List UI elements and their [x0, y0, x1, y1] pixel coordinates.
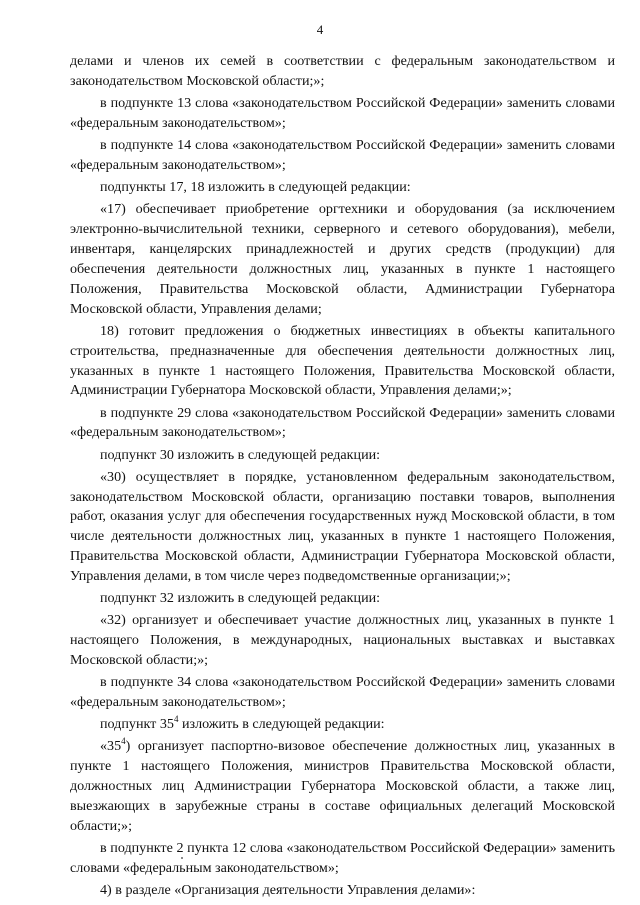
subpoint-ref: подпункт 35 [100, 716, 174, 733]
paragraph-5: «17) обеспечивает приобретение оргтехники и оборудования (за исключением электронно-вычислительной техники, серверного и сетевого оборудования), мебели, инвентаря, канцелярских принадлежностей и других средств (продукции) для обеспечения деятельности должностных лиц, указанных в пункте 1 настоящего Положения, Правительства Московской области, Администрации Губернатора Московской области, Управления делами; [70, 201, 615, 317]
paragraph-3: в подпункте 14 слова «законодательством Российской Федерации» заменить словами «федеральным законодательством»; [70, 137, 615, 173]
page-number: 4 [316, 22, 324, 37]
paragraph-11: «32) организует и обеспечивает участие должностных лиц, указанных в пункте 1 настоящего Положения, в международных, национальных выставках и выставках Московской области;»; [70, 612, 615, 669]
paragraph-6: 18) готовит предложения о бюджетных инвестициях в объекты капитального строительства, предназначенные для обеспечения деятельности должностных лиц, указанных в пункте 1 настоящего Положения, Правительства Московской области, Администрации Губернатора Московской области, Управления делами;»; [70, 322, 615, 399]
paragraph-10: подпункт 32 изложить в следующей редакции: [100, 590, 381, 607]
paragraph-14: «$35^4$) организует паспортно-визовое обеспечение должностных лиц, указанных в пункте 1 настоящего Положения, министров Правительства Московской области, должностных лиц Администрации Губернатора Московской области, а также лиц, выезжающих в зарубежные страны в составе официальных делегаций Московской области;»; [70, 735, 615, 834]
paragraph-4: подпункты 17, 18 изложить в следующей редакции: [100, 179, 411, 195]
paragraph-15: в подпункте 2 пункта 12 слова «законодательством Российской Федерации» заменить словами «федеральным законодательством»; [70, 840, 615, 876]
superscript-4: 4 [173, 713, 179, 724]
paragraph-7: в подпункте 29 слова «законодательством Российской Федерации» заменить словами «федеральным законодательством»; [70, 404, 615, 441]
scan-speck [181, 857, 183, 859]
paragraph-1: делами и членов их семей в соответствии с федеральным законодательством и законодательством Московской области;»; [70, 53, 615, 89]
paragraph-13: подпункт $35^4$ изложить в следующей редакции: [100, 713, 385, 733]
paragraph-2: в подпункте 13 слова «законодательством Российской Федерации» заменить словами «федеральным законодательством»; [70, 95, 615, 131]
paragraph-12: в подпункте 34 слова «законодательством Российской Федерации» заменить словами «федеральным законодательством»; [70, 674, 615, 711]
paragraph-9: «30) осуществляет в порядке, установленном федеральным законодательством, законодательством Московской области, организацию поставки товаров, выполнения работ, оказания услуг для обеспечения государственных нужд Московской области, в том числе деятельности должностных лиц, указанных в пункте 1 настоящего Положения, Правительства Московской области, Администрации Губернатора Московской области, Управления делами, в том числе через подведомственные организации;»; [70, 468, 615, 585]
superscript-4b: 4 [121, 735, 126, 746]
document-body [70, 52, 615, 903]
paragraph-8: подпункт 30 изложить в следующей редакции: [100, 446, 381, 463]
paragraph-16: 4) в разделе «Организация деятельности Управления делами»: [100, 882, 476, 899]
